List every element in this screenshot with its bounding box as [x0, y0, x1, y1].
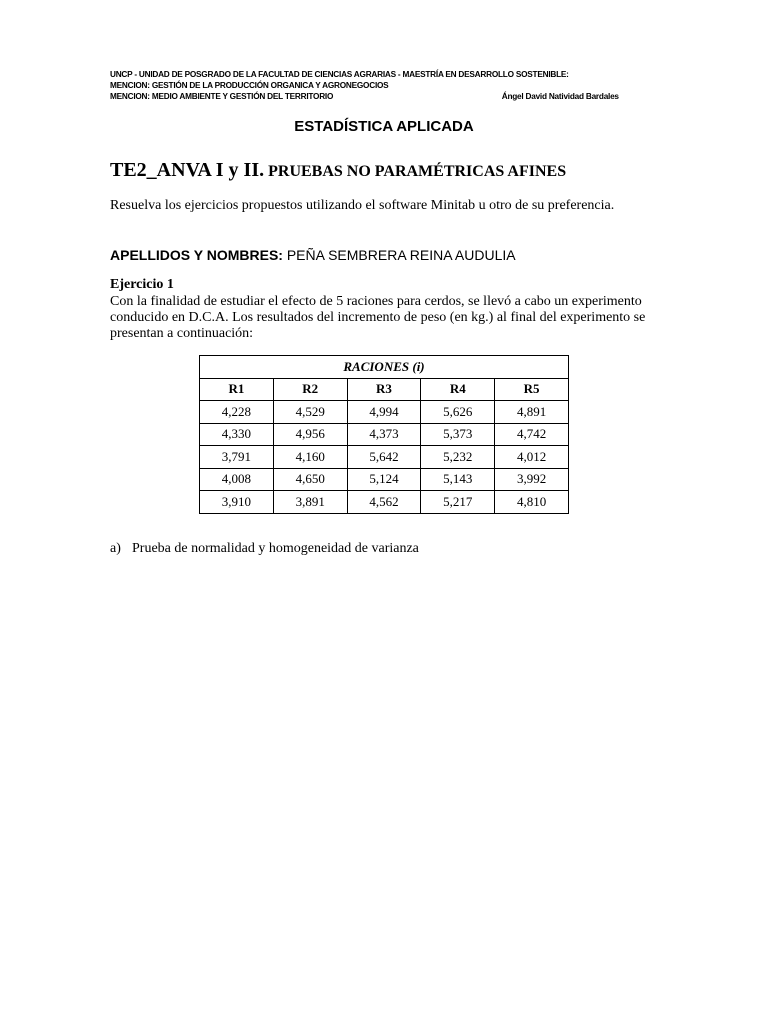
- table-row: [200, 491, 569, 514]
- assignment-title-main: TE2_ANVA I y II.: [110, 159, 265, 181]
- table-cell: 4,742: [495, 423, 569, 446]
- table-header-row: [200, 378, 569, 401]
- table-cell: 4,160: [273, 446, 347, 469]
- table-cell: 5,124: [347, 468, 421, 491]
- table-cell: 4,810: [495, 491, 569, 514]
- table-cell: 5,217: [421, 491, 495, 514]
- student-line: [110, 247, 516, 263]
- table-cell: 3,791: [200, 446, 274, 469]
- table-cell: 4,330: [200, 423, 274, 446]
- rations-table: [199, 355, 569, 514]
- table-cell: 4,994: [347, 401, 421, 424]
- table-cell: 4,529: [273, 401, 347, 424]
- table-cell: 4,012: [495, 446, 569, 469]
- assignment-title-sub: PRUEBAS NO PARAMÉTRICAS AFINES: [264, 163, 567, 180]
- table-header-cell: R4: [421, 378, 495, 401]
- table-cell: 5,626: [421, 401, 495, 424]
- table-cell: 4,373: [347, 423, 421, 446]
- table-cell: 3,891: [273, 491, 347, 514]
- exercise-text: Con la finalidad de estudiar el efecto de 5 raciones para cerdos, se llevó a cabo un experimento conducido en D.C.A. Los resultados del incremento de peso (en kg.) al final del experimento se presentan a continuación:: [110, 294, 646, 341]
- table-cell: 5,642: [347, 446, 421, 469]
- table-cell: 5,373: [421, 423, 495, 446]
- table-cell: 3,910: [200, 491, 274, 514]
- question-text: Prueba de normalidad y homogeneidad de varianza: [132, 541, 419, 556]
- table-cell: 3,992: [495, 468, 569, 491]
- document-header: [110, 69, 619, 102]
- table-cell: 4,228: [200, 401, 274, 424]
- header-author: Ángel David Natividad Bardales: [501, 91, 619, 101]
- assignment-title: [110, 159, 566, 182]
- table-cell: 4,008: [200, 468, 274, 491]
- table-cell: 4,650: [273, 468, 347, 491]
- table-row: [200, 468, 569, 491]
- instructions-paragraph: Resuelva los ejercicios propuestos utilizando el software Minitab u otro de su preferencia.: [110, 198, 615, 213]
- table-caption: RACIONES (i): [200, 356, 569, 379]
- table-row: [200, 401, 569, 424]
- table-cell: 5,143: [421, 468, 495, 491]
- table-cell: 4,956: [273, 423, 347, 446]
- table-cell: 4,562: [347, 491, 421, 514]
- exercise-title: Ejercicio 1: [110, 277, 174, 292]
- header-mention-1: MENCION: GESTIÓN DE LA PRODUCCIÓN ORGANICA Y AGRONEGOCIOS: [110, 80, 389, 90]
- table-header-cell: R3: [347, 378, 421, 401]
- student-label: APELLIDOS Y NOMBRES:: [110, 247, 283, 263]
- table-cell: 5,232: [421, 446, 495, 469]
- table-header-cell: R1: [200, 378, 274, 401]
- question-a: [110, 541, 419, 557]
- question-marker: a): [110, 541, 121, 556]
- table-row: [200, 446, 569, 469]
- course-title: ESTADÍSTICA APLICADA: [294, 118, 474, 135]
- header-institution: UNCP - UNIDAD DE POSGRADO DE LA FACULTAD DE CIENCIAS AGRARIAS - MAESTRÍA EN DESARROLLO SOSTENIBLE:: [110, 69, 569, 79]
- table-header-cell: R5: [495, 378, 569, 401]
- table-cell: 4,891: [495, 401, 569, 424]
- table-header-cell: R2: [273, 378, 347, 401]
- student-name: PEÑA SEMBRERA REINA AUDULIA: [282, 247, 516, 263]
- header-mention-2: MENCION: MEDIO AMBIENTE Y GESTIÓN DEL TERRITORIO: [110, 91, 334, 101]
- table-row: [200, 423, 569, 446]
